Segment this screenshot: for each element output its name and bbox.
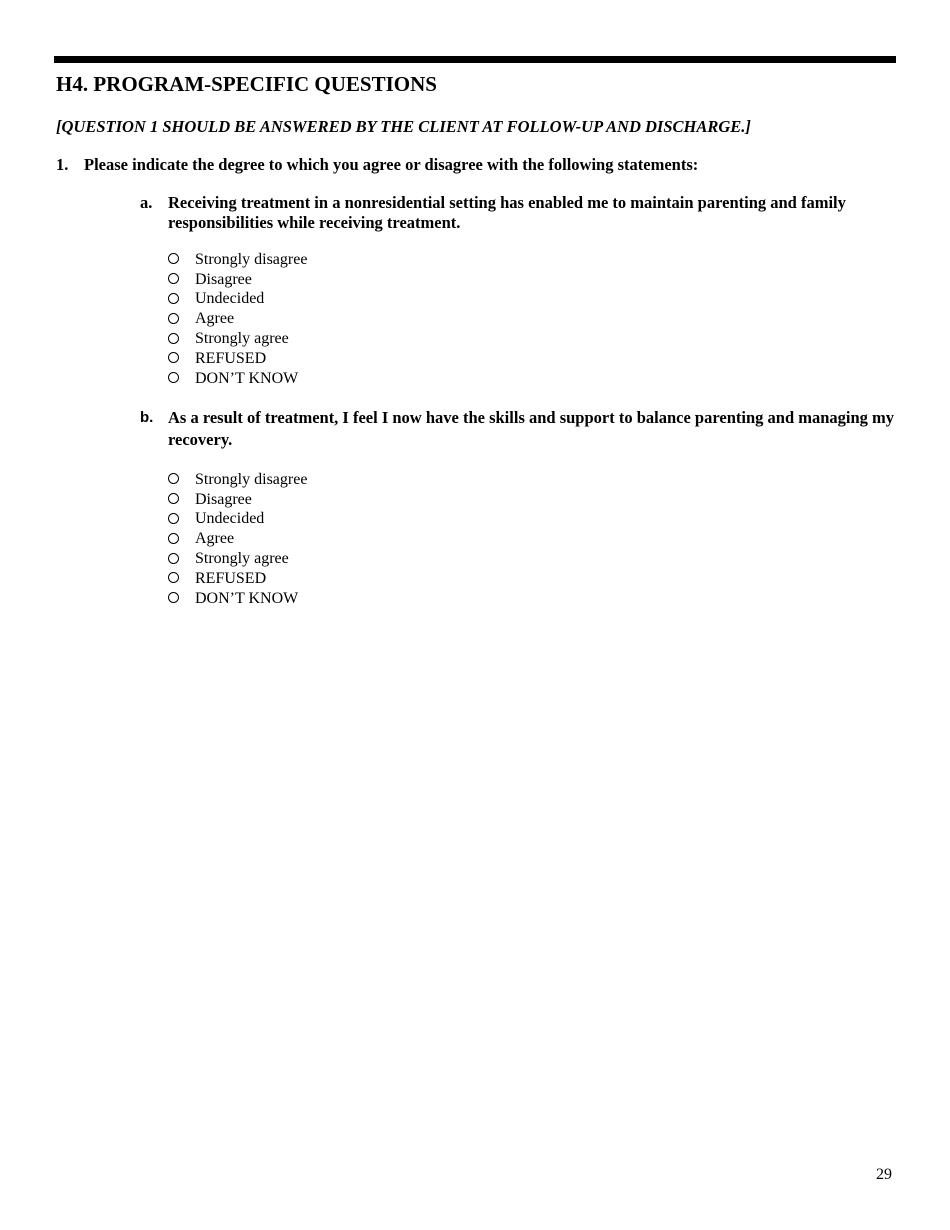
interviewer-instruction: [QUESTION 1 SHOULD BE ANSWERED BY THE CLIENT AT FOLLOW-UP AND DISCHARGE.] — [56, 117, 751, 136]
option-dont-know-b[interactable] — [168, 589, 900, 609]
option-strongly-agree-a[interactable] — [168, 329, 900, 349]
top-rule — [54, 56, 896, 63]
response-options-a — [168, 250, 900, 389]
page-number: 29 — [876, 1166, 892, 1183]
radio-button-icon[interactable] — [168, 513, 179, 524]
question-1 — [56, 155, 698, 175]
option-refused-a[interactable] — [168, 349, 900, 369]
option-refused-b[interactable] — [168, 569, 900, 589]
option-label: Agree — [195, 530, 235, 548]
sub-question-letter: b. — [140, 409, 154, 426]
radio-button-icon[interactable] — [168, 352, 179, 363]
option-label: Strongly disagree — [195, 250, 308, 268]
radio-button-icon[interactable] — [168, 553, 179, 564]
option-undecided-b[interactable] — [168, 510, 900, 530]
option-disagree-a[interactable] — [168, 270, 900, 290]
radio-button-icon[interactable] — [168, 273, 179, 284]
response-options-b — [168, 470, 900, 609]
option-label: Strongly disagree — [195, 470, 308, 488]
option-label: Undecided — [195, 290, 265, 308]
option-disagree-b[interactable] — [168, 490, 900, 510]
option-strongly-disagree-b[interactable] — [168, 470, 900, 490]
option-label: REFUSED — [195, 349, 267, 367]
option-agree-a[interactable] — [168, 309, 900, 329]
option-strongly-agree-b[interactable] — [168, 549, 900, 569]
sub-question-b — [140, 407, 900, 609]
option-label: Disagree — [195, 270, 252, 288]
sub-question-text: Receiving treatment in a nonresidential setting has enabled me to maintain parenting and family responsibilities while receiving treatment. — [168, 193, 846, 232]
option-label: Strongly agree — [195, 330, 289, 348]
option-dont-know-a[interactable] — [168, 369, 900, 389]
option-label: Agree — [195, 310, 235, 328]
question-number: 1. — [56, 155, 69, 174]
option-label: Undecided — [195, 510, 265, 528]
radio-button-icon[interactable] — [168, 493, 179, 504]
radio-button-icon[interactable] — [168, 473, 179, 484]
radio-button-icon[interactable] — [168, 533, 179, 544]
sub-question-a-header — [140, 193, 900, 233]
sub-question-letter: a. — [140, 193, 153, 212]
radio-button-icon[interactable] — [168, 313, 179, 324]
option-label: DON’T KNOW — [195, 589, 299, 607]
sub-question-a — [140, 193, 900, 389]
radio-button-icon[interactable] — [168, 253, 179, 264]
option-label: DON’T KNOW — [195, 369, 299, 387]
radio-button-icon[interactable] — [168, 592, 179, 603]
question-text: Please indicate the degree to which you agree or disagree with the following statements: — [84, 155, 699, 174]
radio-button-icon[interactable] — [168, 333, 179, 344]
section-title: H4. PROGRAM-SPECIFIC QUESTIONS — [56, 72, 437, 96]
option-undecided-a[interactable] — [168, 290, 900, 310]
sub-question-b-header — [140, 407, 900, 451]
radio-button-icon[interactable] — [168, 293, 179, 304]
option-label: Disagree — [195, 490, 252, 508]
option-agree-b[interactable] — [168, 529, 900, 549]
option-label: REFUSED — [195, 569, 267, 587]
sub-question-text: As a result of treatment, I feel I now have the skills and support to balance parenting and managing my recovery. — [168, 408, 895, 449]
option-label: Strongly agree — [195, 550, 289, 568]
option-strongly-disagree-a[interactable] — [168, 250, 900, 270]
radio-button-icon[interactable] — [168, 372, 179, 383]
radio-button-icon[interactable] — [168, 572, 179, 583]
